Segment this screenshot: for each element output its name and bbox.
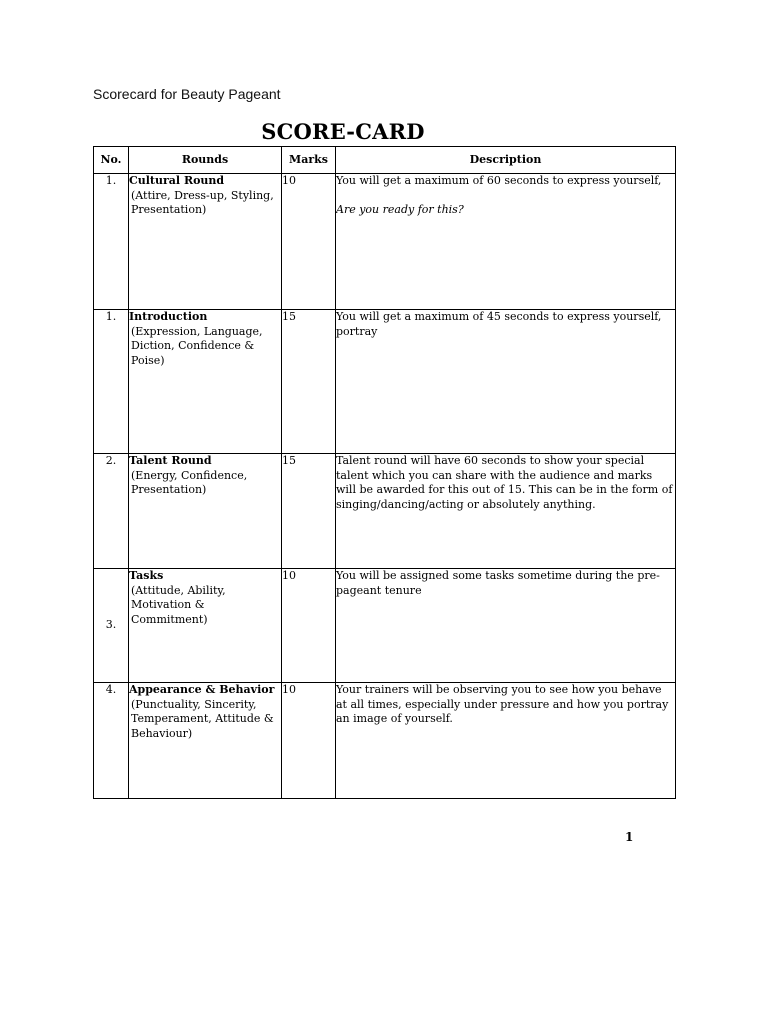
description-cell [336, 454, 676, 569]
row-number: 3. [94, 569, 129, 683]
table-row [94, 310, 676, 454]
round-note: Are you ready for this? [336, 202, 464, 216]
round-name: Appearance & Behavior [129, 683, 275, 696]
table-row [94, 454, 676, 569]
round-criteria: (Attire, Dress-up, Styling, Presentation) [131, 188, 274, 216]
column-header-no: No. [94, 147, 129, 174]
round-description: Your trainers will be observing you to see how you behave at all times, especially under pressure and how you portray an image of yourself. [336, 683, 669, 725]
description-cell [336, 683, 676, 799]
round-description: You will be assigned some tasks sometime during the pre-pageant tenure [336, 569, 660, 597]
description-cell [336, 174, 676, 310]
round-description: Talent round will have 60 seconds to show your special talent which you can share with the audience and marks will be awarded for this out of 15. This can be in the form of singing/dancing/acting or absolutely anything. [336, 454, 673, 511]
table-row [94, 569, 676, 683]
round-name: Tasks [129, 569, 164, 582]
round-cell [129, 683, 282, 799]
round-name: Cultural Round [129, 174, 225, 187]
round-marks: 10 [282, 569, 336, 683]
table-row [94, 174, 676, 310]
round-marks: 10 [282, 174, 336, 310]
table-row [94, 683, 676, 799]
table-header-row [94, 147, 676, 174]
round-criteria: (Attitude, Ability, Motivation & Commitment) [131, 583, 226, 626]
row-number: 1. [94, 174, 129, 310]
round-criteria: (Expression, Language, Diction, Confidence & Poise) [131, 324, 263, 367]
round-description: You will get a maximum of 45 seconds to express yourself, portray [336, 310, 662, 338]
round-cell [129, 310, 282, 454]
document-label: Scorecard for Beauty Pageant [93, 86, 281, 102]
round-name: Talent Round [129, 454, 212, 467]
round-cell [129, 174, 282, 310]
round-description: You will get a maximum of 60 seconds to express yourself, [336, 174, 662, 187]
page-number: 1 [625, 830, 634, 844]
round-marks: 15 [282, 310, 336, 454]
row-number: 2. [94, 454, 129, 569]
column-header-marks: Marks [282, 147, 336, 174]
round-cell [129, 454, 282, 569]
round-cell [129, 569, 282, 683]
round-criteria: (Energy, Confidence, Presentation) [131, 468, 248, 496]
round-criteria: (Punctuality, Sincerity, Temperament, Attitude & Behaviour) [131, 697, 274, 740]
column-header-description: Description [336, 147, 676, 174]
round-marks: 10 [282, 683, 336, 799]
page-title: SCORE-CARD [261, 119, 425, 144]
round-name: Introduction [129, 310, 208, 323]
column-header-rounds: Rounds [129, 147, 282, 174]
row-number: 4. [94, 683, 129, 799]
scorecard-table [93, 146, 676, 799]
description-cell [336, 569, 676, 683]
row-number: 1. [94, 310, 129, 454]
description-cell [336, 310, 676, 454]
round-marks: 15 [282, 454, 336, 569]
